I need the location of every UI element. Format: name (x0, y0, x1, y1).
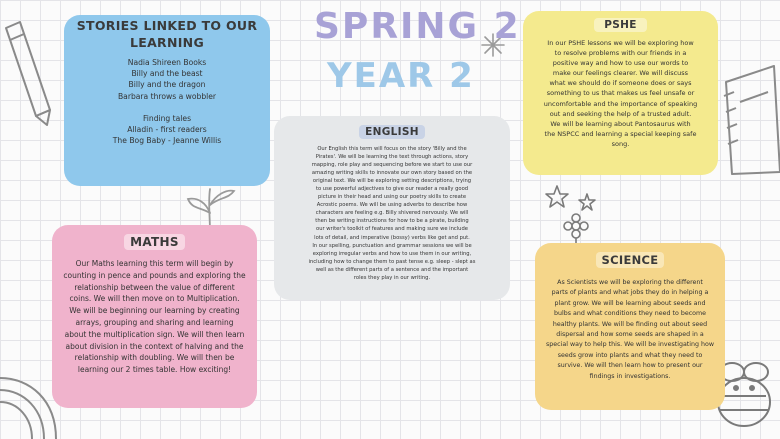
english-line: then be writing instructions for how to be a pirate, building (315, 218, 469, 225)
pshe-card (523, 11, 718, 175)
science-line: findings in investigations. (589, 372, 671, 380)
maths-line: coins. We will then move on to Multiplication. (69, 294, 240, 304)
english-line: mapping, role play and sequencing before we start to use our (311, 162, 473, 169)
science-card (535, 243, 725, 410)
maths-line: counting in pence and pounds and exploring the (63, 270, 246, 280)
maths-line: Our Maths learning this term will begin by (75, 259, 234, 268)
english-title: ENGLISH (359, 125, 425, 139)
flower-doodle-icon (552, 212, 602, 246)
story-item: Nadia Shireen Books (127, 58, 207, 67)
english-line: exploring irregular verbs and how to use them in our writing, (312, 250, 472, 257)
science-line: special way to help this. We will be investigating how (545, 341, 715, 349)
stories-title (70, 17, 264, 51)
maths-title: MATHS (124, 234, 185, 250)
english-line: Pirates'. We will be learning the text through actions, story (315, 154, 469, 161)
english-line: lots of detail, and imperative (bossy) verbs like get and put. (314, 234, 470, 241)
pshe-line: We will be learning about Pantosaurus with (550, 119, 691, 128)
science-line: healthy plants. We will be finding out about seed (552, 320, 708, 328)
pshe-line: song. (611, 139, 630, 148)
maths-text (57, 258, 252, 376)
english-line: including how to change them to past tense e.g. sleep - slept as (308, 258, 476, 265)
maths-line: about the multiplication sign. We will then learn (64, 329, 245, 339)
story-item: Finding tales (142, 114, 192, 124)
science-line: dispersal and how some seeds are shaped in a (556, 331, 704, 339)
story-item: The Bog Baby - Jeanne Willis (112, 136, 222, 146)
pshe-line: out and seeking the help of a trusted adult. (549, 109, 692, 118)
english-line: picture in their head and using our poetry skills to create (317, 194, 467, 201)
science-line: As Scientists we will be exploring the different (557, 279, 703, 286)
science-line: bulbs and what conditions they need to become (553, 310, 707, 318)
story-item: Barbara throws a wobbler (117, 91, 217, 101)
english-line: our writer's toolkit of features and making sure we include (316, 226, 468, 233)
stories-title-line: STORIES LINKED TO OUR (76, 18, 258, 33)
maths-line: about division in the context of halving and the (65, 341, 244, 351)
pshe-line: uncomfortable and the importance of speaking (543, 99, 698, 108)
english-text (278, 145, 506, 282)
english-line: to use powerful adjectives to give our reader a really good (315, 186, 469, 193)
english-line: In our spelling, punctuation and grammar sessions we will be (312, 242, 472, 249)
science-line: survive. We will then learn how to present our (557, 362, 703, 370)
science-line: parts of plants and what jobs they do in helping a (551, 289, 709, 297)
page-title-year: YEAR 2 (327, 56, 475, 96)
maths-line: We will be beginning our learning by creating (69, 306, 240, 316)
english-line: well as the different parts of a sentence and the important (315, 266, 469, 273)
stories-title-line: LEARNING (129, 35, 205, 50)
english-line: characters are feeling e.g. Billy shivered nervously. We will (315, 210, 469, 217)
pshe-line: make our feelings clearer. We will discuss (552, 69, 689, 78)
story-item: Billy and the beast (131, 69, 203, 79)
science-text (539, 278, 721, 382)
science-line: seeds grow into plants and what they need to (557, 351, 703, 359)
pshe-line: to resolve problems with our friends in a (554, 49, 687, 58)
science-title: SCIENCE (596, 252, 665, 268)
english-line: roles they play in our writing. (353, 274, 431, 281)
maths-line: learning our 2 times table. How exciting! (77, 365, 232, 375)
pshe-line: In our PSHE lessons we will be exploring how (547, 39, 694, 47)
english-line: amazing writing skills to innovate our own story based on the (311, 170, 473, 177)
stories-list (70, 57, 264, 147)
notebook-icon (718, 62, 780, 178)
pshe-line: the NSPCC and learning a special keeping safe (544, 129, 697, 138)
english-line: Our English this term will focus on the story 'Billy and the (317, 146, 467, 152)
pshe-line: something to us that makes us feel unsafe or (546, 89, 695, 98)
english-line: Acrostic poems. We will be using adverbs to describe how (316, 202, 468, 209)
pshe-text (527, 38, 714, 149)
story-item: Alladin - first readers (127, 125, 207, 135)
pshe-line: what we should do if someone does or says (549, 79, 692, 88)
maths-line: arrays, grouping and sharing and learning (75, 317, 234, 327)
story-item: Billy and the dragon (128, 80, 206, 90)
maths-line: relationship between the value of different (74, 282, 235, 292)
maths-line: relationship with doubling. We will then be (74, 353, 235, 363)
stories-card (64, 15, 270, 186)
story-spacer (70, 102, 264, 113)
pshe-title: PSHE (594, 18, 646, 32)
science-line: plant grow. We will be learning about seeds and (554, 299, 706, 307)
english-line: original text. We will be exploring setting descriptions, trying (312, 178, 472, 185)
maths-card (52, 225, 257, 408)
pencil-icon (0, 20, 60, 130)
page-title-spring: SPRING 2 (314, 6, 521, 47)
english-card (274, 116, 510, 300)
pshe-line: positive way and how to use our words to (552, 59, 689, 68)
